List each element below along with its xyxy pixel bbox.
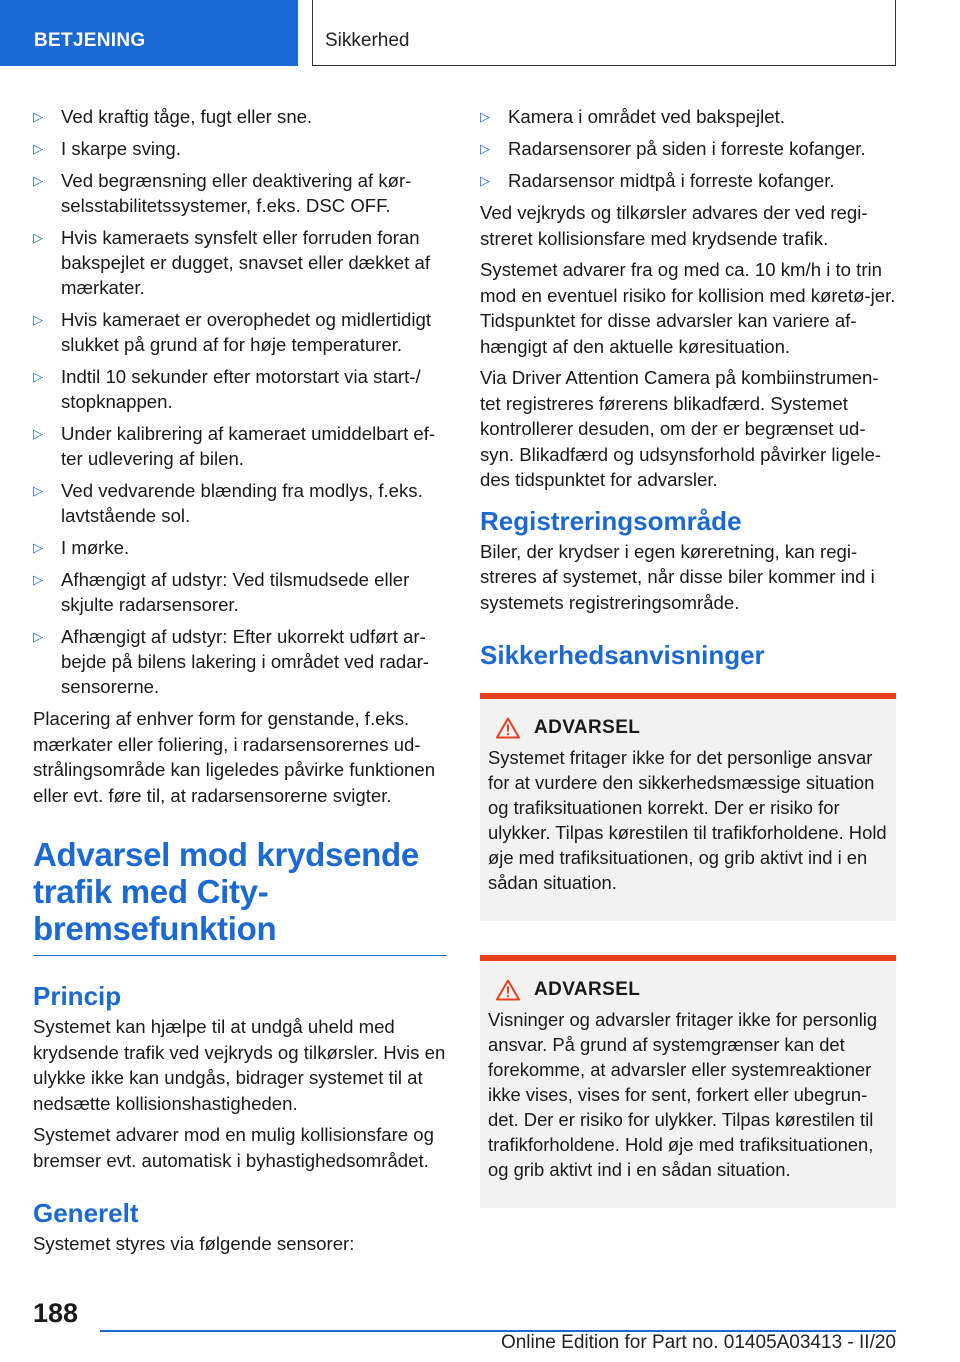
list-item: ▷ Ved vedvarende blænding fra modlys, f.eks. lavtstående sol. — [33, 480, 423, 526]
footer-edition: Online Edition for Part no. 01405A03413 - II/20 — [500, 1332, 896, 1353]
paragraph-princip-1: Systemet kan hjælpe til at undgå uheld med krydsende trafik ved vejkryds og tilkørsler. Hvis en ulykke ikke kan undgås, bidrager systemet til at nedsætte kollisionshastigheden. — [33, 1016, 446, 1114]
paragraph-right-1: Ved vejkryds og tilkørsler advares der ved regi-streret kollisionsfare med krydsende trafik. — [480, 202, 868, 249]
right-column — [480, 104, 896, 1208]
triangle-bullet-icon: ▷ — [33, 572, 43, 587]
warning-title: ADVARSEL — [534, 717, 641, 738]
list-item: ▷ Ved begrænsning eller deaktivering af kør-selsstabilitetssystemer, f.eks. DSC OFF. — [33, 170, 412, 216]
paragraph-princip-2: Systemet advarer mod en mulig kollisionsfare og bremser evt. automatisk i byhastighedsområdet. — [33, 1124, 434, 1171]
list-item: ▷ Ved kraftig tåge, fugt eller sne. — [33, 106, 313, 127]
page-header — [0, 0, 960, 66]
list-item: ▷ I mørke. — [33, 537, 130, 558]
triangle-bullet-icon: ▷ — [33, 426, 43, 441]
triangle-bullet-icon: ▷ — [33, 369, 43, 384]
triangle-bullet-icon: ▷ — [33, 230, 43, 245]
paragraph-registreringsomraade: Biler, der krydser i egen køreretning, kan regi-streres af systemet, når disse biler kommer ind i systemets registreringsområde. — [480, 540, 875, 613]
warning-triangle-icon — [496, 979, 520, 1001]
triangle-bullet-icon: ▷ — [480, 141, 490, 156]
warning-box — [480, 693, 896, 921]
heading-generelt: Generelt — [33, 1198, 139, 1228]
triangle-bullet-icon: ▷ — [33, 109, 43, 124]
warning-box — [480, 955, 896, 1208]
list-item: ▷ Indtil 10 sekunder efter motorstart via start-/ stopknappen. — [33, 366, 421, 412]
left-column — [33, 104, 447, 1263]
list-item: ▷ Afhængigt af udstyr: Ved tilsmudsede eller skjulte radarsensorer. — [33, 569, 410, 615]
warning-triangle-icon — [496, 717, 520, 739]
triangle-bullet-icon: ▷ — [33, 173, 43, 188]
triangle-bullet-icon: ▷ — [33, 312, 43, 327]
heading-princip: Princip — [33, 981, 122, 1011]
list-item: ▷ Afhængigt af udstyr: Efter ukorrekt udført ar-bejde på bilens lakering i området ved radar-sensorerne. — [33, 626, 429, 697]
warning-title: ADVARSEL — [534, 979, 641, 1000]
triangle-bullet-icon: ▷ — [480, 173, 490, 188]
paragraph-right-3: Via Driver Attention Camera på kombiinstrumen-tet registreres førerens blikadfærd. Systemet kontrollerer desuden, om der er begrænset ud-syn. Blikadfærd og udsynsforhold påvirker ligele-des tidspunktet for advarsler. — [480, 367, 881, 490]
warning-text: Systemet fritager ikke for det personlige ansvar for at vurdere den sikkerhedsmæssige situation og trafiksituationen korrekt. Der er risiko for ulykker. Tilpas kørestilen til trafikforholdene. Hold øje med trafiksituationen, og grib aktivt ind i en sådan situation. — [488, 747, 887, 893]
page-number: 188 — [33, 1298, 79, 1328]
warning-text: Visninger og advarsler fritager ikke for personlig ansvar. På grund af systemgrænser kan det forekomme, at advarsler eller systemreaktioner ikke vises, vises for sent, forkert eller ubegrun-det. Der er risiko for ulykker. Tilpas kørestilen til trafikforholdene. Hold øje med trafiksituationen, og grib aktivt ind i en sådan situation. — [488, 1009, 878, 1180]
heading-sikkerhedsanvisninger: Sikkerhedsanvisninger — [480, 640, 765, 670]
list-item: ▷ Radarsensorer på siden i forreste kofanger. — [480, 138, 866, 159]
triangle-bullet-icon: ▷ — [33, 629, 43, 644]
triangle-bullet-icon: ▷ — [33, 483, 43, 498]
paragraph-placering: Placering af enhver form for genstande, f.eks. mærkater eller foliering, i radarsensorernes ud-strålingsområde kan ligeledes påvirke funktionen eller evt. føre til, at radarsensorerne svigter. — [33, 708, 436, 806]
list-item: ▷ Under kalibrering af kameraet umiddelbart ef-ter udlevering af bilen. — [33, 423, 436, 469]
section-tab: BETJENING — [0, 0, 298, 66]
list-item: ▷ Kamera i området ved bakspejlet. — [480, 106, 785, 127]
triangle-bullet-icon: ▷ — [480, 109, 490, 124]
paragraph-generelt: Systemet styres via følgende sensorer: — [33, 1233, 355, 1254]
list-item: ▷ Radarsensor midtpå i forreste kofanger. — [480, 170, 835, 191]
paragraph-right-2: Systemet advarer fra og med ca. 10 km/h i to trin mod en eventuel risiko for kollision med køretø-jer. Tidspunktet for disse advarsler kan variere af-hængigt af den aktuelle køresituation. — [480, 259, 896, 357]
list-item: ▷ Hvis kameraets synsfelt eller forruden foran bakspejlet er dugget, snavset eller dækket af mærkater. — [33, 227, 430, 298]
main-heading: Advarsel mod krydsende trafik med City-bremsefunktion — [33, 836, 447, 956]
triangle-bullet-icon: ▷ — [33, 540, 43, 555]
list-item: ▷ Hvis kameraet er overophedet og midlertidigt slukket på grund af for høje temperaturer. — [33, 309, 431, 355]
heading-registreringsomraade: Registreringsområde — [480, 505, 742, 536]
triangle-bullet-icon: ▷ — [33, 141, 43, 156]
chapter-title: Sikkerhed — [312, 0, 896, 66]
list-item: ▷ I skarpe sving. — [33, 138, 181, 159]
